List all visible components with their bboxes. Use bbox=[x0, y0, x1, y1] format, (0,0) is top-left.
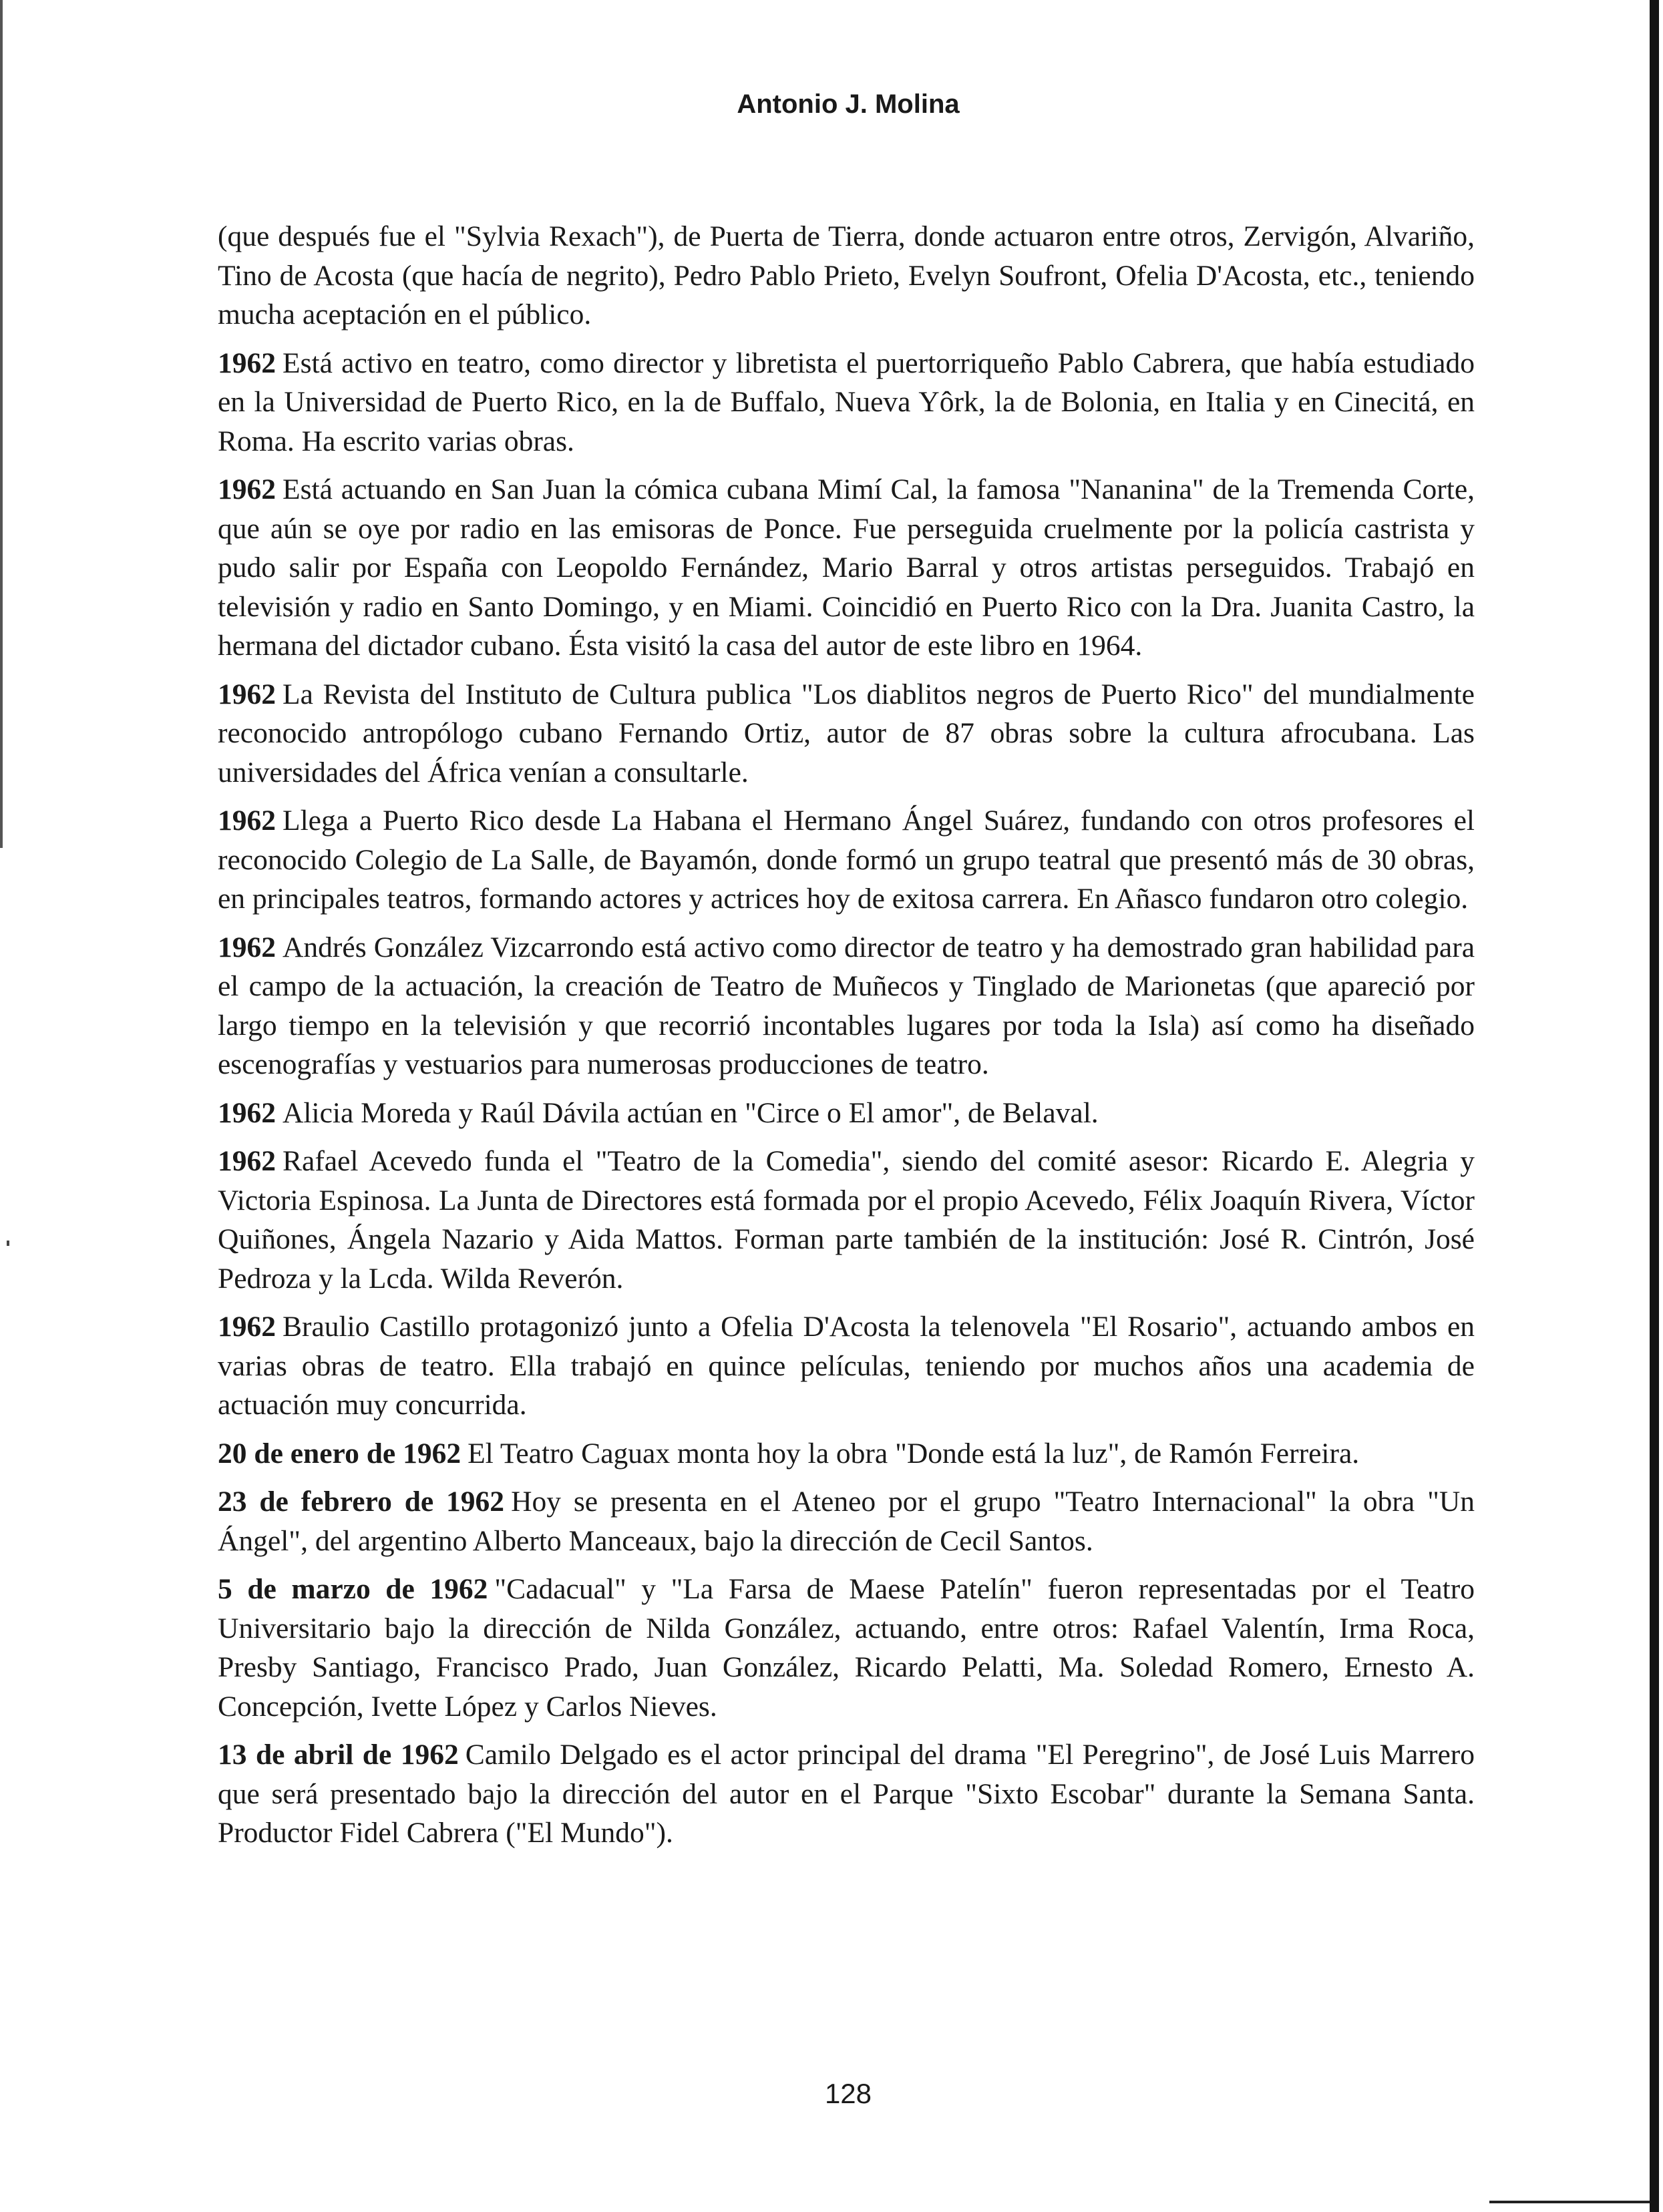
entry-date: 5 de marzo de 1962 bbox=[218, 1573, 488, 1605]
entry bbox=[218, 344, 1475, 461]
scan-stray-mark bbox=[7, 1241, 9, 1246]
entry bbox=[218, 1094, 1475, 1133]
scan-left-edge bbox=[0, 0, 3, 848]
entry-text: Alicia Moreda y Raúl Dávila actúan en "Circe o El amor", de Belaval. bbox=[283, 1096, 1099, 1129]
entry-text: Está actuando en San Juan la cómica cubana Mimí Cal, la famosa "Nananina" de la Tremenda Corte, que aún se oye por radio en las emisoras de Ponce. Fue perseguida cruelmente por la policía castrista y pudo salir por España con Leopoldo Fernández, Mario Barral y otros artistas perseguidos. Trabajó en televisión y radio en Santo Domingo, y en Miami. Coincidió en Puerto Rico con la Dra. Juanita Castro, la hermana del dictador cubano. Ésta visitó la casa del autor de este libro en 1964. bbox=[218, 473, 1475, 662]
body-text bbox=[218, 217, 1475, 1862]
entry bbox=[218, 470, 1475, 666]
running-head: Antonio J. Molina bbox=[737, 89, 960, 119]
entry-date: 20 de enero de 1962 bbox=[218, 1437, 461, 1470]
page-number: 128 bbox=[824, 2078, 872, 2109]
entry bbox=[218, 1570, 1475, 1726]
entry-date: 1962 bbox=[218, 1096, 276, 1129]
scan-bottom-line bbox=[1489, 2201, 1650, 2203]
entry-date: 1962 bbox=[218, 1311, 276, 1343]
entry-text: Andrés González Vizcarrondo está activo como director de teatro y ha demostrado gran habilidad para el campo de la actuación, la creación de Teatro de Muñecos y Tinglado de Marionetas (que apareció por largo tiempo en la televisión y que recorrió incontables lugares por toda la Isla) así como ha diseñado escenografías y vestuarios para numerosas producciones de teatro. bbox=[218, 931, 1475, 1080]
entry-text: El Teatro Caguax monta hoy la obra "Donde está la luz", de Ramón Ferreira. bbox=[468, 1437, 1360, 1470]
entry bbox=[218, 801, 1475, 919]
entry-text: La Revista del Instituto de Cultura publica "Los diablitos negros de Puerto Rico" del mundialmente reconocido antropólogo cubano Fernando Ortiz, autor de 87 obras sobre la cultura afrocubana. Las universidades del África venían a consultarle. bbox=[218, 678, 1475, 789]
entry-date: 1962 bbox=[218, 678, 276, 710]
entry-date: 1962 bbox=[218, 805, 276, 837]
entry-date: 1962 bbox=[218, 1145, 276, 1177]
entry-text: Llega a Puerto Rico desde La Habana el Hermano Ángel Suárez, fundando con otros profesores el reconocido Colegio de La Salle, de Bayamón, donde formó un grupo teatral que presentó más de 30 obras, en principales teatros, formando actores y actrices hoy de exitosa carrera. En Añasco fundaron otro colegio. bbox=[218, 805, 1475, 915]
entry bbox=[218, 1142, 1475, 1298]
entry bbox=[218, 1434, 1475, 1474]
entry-date: 1962 bbox=[218, 347, 276, 379]
entry-text: Está activo en teatro, como director y libretista el puertorriqueño Pablo Cabrera, que había estudiado en la Universidad de Puerto Rico, en la de Buffalo, Nueva Yôrk, la de Bolonia, en Italia y en Cinecitá, en Roma. Ha escrito varias obras. bbox=[218, 347, 1475, 457]
entry bbox=[218, 1735, 1475, 1853]
entry-text: "Cadacual" y "La Farsa de Maese Patelín" fueron representadas por el Teatro Universitario bajo la dirección de Nilda González, actuando, entre otros: Rafael Valentín, Irma Roca, Presby Santiago, Francisco Prado, Juan González, Ricardo Pelatti, Ma. Soledad Romero, Ernesto A. Concepción, Ivette López y Carlos Nieves. bbox=[218, 1573, 1475, 1723]
entry-date: 23 de febrero de 1962 bbox=[218, 1486, 505, 1518]
entry-date: 1962 bbox=[218, 931, 276, 963]
entry-text: (que después fue el "Sylvia Rexach"), de Puerta de Tierra, donde actuaron entre otros, Zervigón, Alvariño, Tino de Acosta (que hacía de negrito), Pedro Pablo Prieto, Evelyn Soufront, Ofelia D'Acosta, etc., teniendo mucha aceptación en el público. bbox=[218, 220, 1475, 330]
entry-text: Rafael Acevedo funda el "Teatro de la Comedia", siendo del comité asesor: Ricardo E. Alegria y Victoria Espinosa. La Junta de Directores está formada por el propio Acevedo, Félix Joaquín Rivera, Víctor Quiñones, Ángela Nazario y Aida Mattos. Forman parte también de la institución: José R. Cintrón, José Pedroza y la Lcda. Wilda Reverón. bbox=[218, 1145, 1475, 1295]
entry-text: Camilo Delgado es el actor principal del drama "El Peregrino", de José Luis Marrero que será presentado bajo la dirección del autor en el Parque "Sixto Escobar" durante la Semana Santa. Productor Fidel Cabrera ("El Mundo"). bbox=[218, 1739, 1475, 1849]
entry-date: 13 de abril de 1962 bbox=[218, 1739, 459, 1771]
entry-text: Hoy se presenta en el Ateneo por el grupo "Teatro Internacional" la obra "Un Ángel", del argentino Alberto Manceaux, bajo la dirección de Cecil Santos. bbox=[218, 1486, 1475, 1557]
entry-continuation bbox=[218, 217, 1475, 335]
entry-text: Braulio Castillo protagonizó junto a Ofelia D'Acosta la telenovela "El Rosario", actuando ambos en varias obras de teatro. Ella trabajó en quince películas, teniendo por muchos años una academia de actuación muy concurrida. bbox=[218, 1311, 1475, 1421]
scan-right-edge bbox=[1650, 0, 1659, 2212]
entry bbox=[218, 1482, 1475, 1560]
entry bbox=[218, 1307, 1475, 1425]
entry bbox=[218, 928, 1475, 1084]
entry-date: 1962 bbox=[218, 473, 276, 505]
entry bbox=[218, 675, 1475, 793]
